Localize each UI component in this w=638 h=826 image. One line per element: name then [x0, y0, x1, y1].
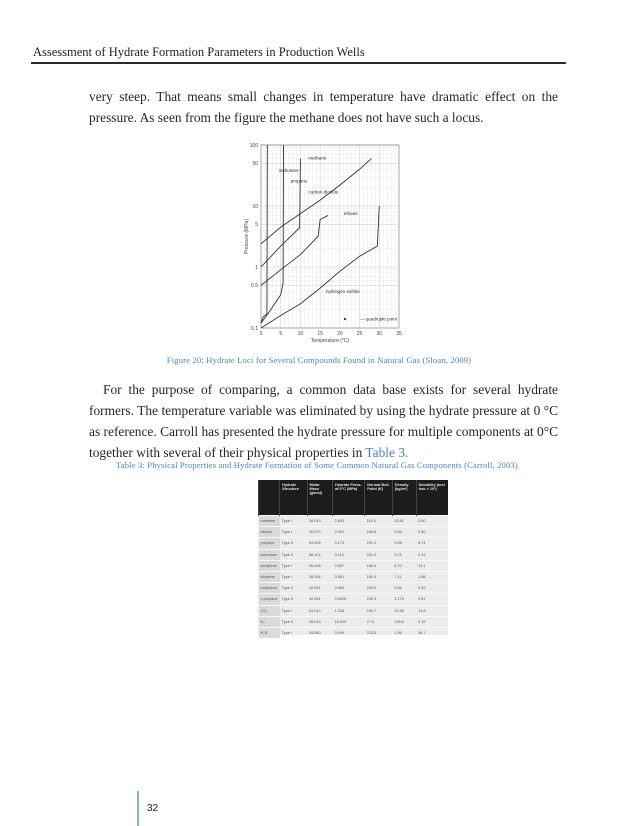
- table-row: [259, 538, 449, 549]
- table-cell: 58.124: [307, 549, 333, 560]
- table-cell: Type I: [280, 605, 307, 616]
- table-cell: ethylene: [259, 571, 280, 582]
- table-cell: 0.551: [333, 571, 365, 582]
- table-cell: 0.173: [333, 538, 365, 549]
- table-cell: 28.054: [307, 571, 333, 582]
- annotation-isobutane: isobutane: [278, 168, 299, 174]
- annotation-methane: methane: [308, 155, 327, 161]
- x-tick-label: 5: [279, 331, 283, 337]
- table-cell: Type II: [280, 538, 307, 549]
- properties-table: [258, 480, 448, 635]
- table-cell: 1.208: [333, 605, 365, 616]
- table-cell: Type I: [280, 560, 307, 571]
- table-row: [259, 571, 449, 582]
- table-row: [259, 605, 449, 616]
- table-cell: 28.013: [307, 616, 333, 627]
- table-row: [259, 627, 449, 638]
- table-cell: CO₂: [259, 605, 280, 616]
- table-cell: 0.19: [416, 616, 448, 627]
- table-header-cell: [259, 480, 280, 516]
- table-cell: 189.4: [365, 560, 393, 571]
- table-cell: Type II: [280, 616, 307, 627]
- footer-rule: [137, 791, 139, 826]
- table-row: [259, 527, 449, 538]
- table-cell: 77.4: [365, 616, 393, 627]
- table-cell: propylene: [259, 583, 280, 594]
- table-cell: 225.5: [365, 583, 393, 594]
- table-cell: 1.88: [416, 571, 448, 582]
- table-cell: acetylene: [259, 560, 280, 571]
- table-header-cell: Density (kg/m³): [392, 480, 416, 516]
- table-header-cell: Solubility (mol frac × 10³): [416, 480, 448, 516]
- table-cell: 42.081: [307, 583, 333, 594]
- table-cell: c-propane: [259, 594, 280, 605]
- table-cell: N₂: [259, 616, 280, 627]
- table-cell: Type II: [280, 549, 307, 560]
- annotation-hydrogen-sulfide: hydrogen sulfide: [326, 288, 360, 294]
- table-header-cell: Hydrate Structure: [280, 480, 307, 516]
- table-cell: 3.46: [392, 538, 416, 549]
- y-tick-label: 0.1: [251, 325, 258, 332]
- table-cell: Type II: [280, 583, 307, 594]
- x-tick-label: 10: [297, 331, 304, 337]
- table-cell: propane: [259, 538, 280, 549]
- table-cell: 25.56: [392, 605, 416, 616]
- quadruple-point-marker: [344, 318, 346, 320]
- table-cell: ethane: [259, 527, 280, 538]
- y-tick-label: 1: [255, 264, 258, 271]
- annotation-propane: propane: [290, 178, 308, 184]
- table-cell: 44.010: [307, 605, 333, 616]
- table-cell: 44.094: [307, 538, 333, 549]
- table-header-row: [259, 480, 449, 516]
- table-cell: 7.11: [392, 571, 416, 582]
- table-cell: 184.6: [365, 527, 393, 538]
- table-cell: 30.070: [307, 527, 333, 538]
- table-cell: methane: [259, 516, 280, 527]
- table-header-cell: Normal Boil. Point (K): [365, 480, 393, 516]
- table-row: [259, 516, 449, 527]
- y-tick-label: 50: [252, 161, 258, 168]
- y-tick-label: 100: [249, 142, 258, 149]
- table-cell: 0.80: [416, 527, 448, 538]
- table-cell: 26.038: [307, 560, 333, 571]
- table-row: [259, 560, 449, 571]
- table-cell: 0.460: [333, 583, 365, 594]
- table-cell: Type I: [280, 527, 307, 538]
- x-axis-label: Temperature (°C): [310, 338, 350, 344]
- table-cell: Type II: [280, 594, 307, 605]
- table-cell: 16.043: [307, 516, 333, 527]
- table-cell: 0.491: [333, 527, 365, 538]
- table-cell: 0.31: [416, 549, 448, 560]
- table-cell: 261.4: [365, 549, 393, 560]
- page-number: 32: [147, 803, 159, 814]
- annotation-ethane: ethane: [343, 211, 358, 217]
- y-tick-label: 5: [255, 222, 258, 229]
- y-tick-label: 0.5: [251, 283, 258, 290]
- y-tick-label: 10: [252, 203, 258, 210]
- table-cell: 231.1: [365, 538, 393, 549]
- table-cell: 16.220: [333, 616, 365, 627]
- y-axis-label: Pressure (MPa): [244, 218, 250, 255]
- table-cell: H₂S: [259, 627, 280, 638]
- table-cell: 213.5: [365, 627, 393, 638]
- table-cell: 195.6: [392, 616, 416, 627]
- table-cell: 34.080: [307, 627, 333, 638]
- table-cell: 169.3: [365, 571, 393, 582]
- table-cell: 0.0626: [333, 594, 365, 605]
- x-tick-label: 20: [337, 331, 343, 337]
- table-cell: Type I: [280, 571, 307, 582]
- table-row: [259, 549, 449, 560]
- hydrate-loci-chart: [233, 137, 405, 350]
- x-tick-label: 15: [317, 331, 323, 337]
- table-cell: 3.01: [392, 549, 416, 560]
- table-header-cell: Molar Mass (g/mol): [307, 480, 333, 516]
- paragraph-2: [89, 379, 558, 463]
- table-row: [259, 616, 449, 627]
- table-cell: 1.56: [392, 627, 416, 638]
- table-cell: 240.3: [365, 594, 393, 605]
- header-rule: [31, 62, 566, 64]
- table-row: [259, 583, 449, 594]
- paragraph-1: very steep. That means small changes in temperature have dramatic effect on the pressure. As seen from the figure the methane does not have such a locus.: [89, 89, 558, 125]
- table-cell: 6.70: [392, 560, 416, 571]
- x-tick-label: 30: [376, 331, 383, 337]
- table-cell: isobutane: [259, 549, 280, 560]
- table-cell: 15.82: [392, 516, 416, 527]
- table-cell: 0.099: [333, 627, 365, 638]
- annotation-quadruple-point: — quadruple point: [359, 316, 398, 322]
- table-caption: Table 3: Physical Properties and Hydrate Formation of Some Common Natural Gas Components (Carroll, 2003): [116, 460, 518, 470]
- table-header-cell: Hydrate Press. at 0°C (MPa): [333, 480, 365, 516]
- table-cell: Type I: [280, 516, 307, 527]
- table-cell: 2.603: [333, 516, 365, 527]
- table-cell: 5.85: [392, 527, 416, 538]
- table-row: [259, 594, 449, 605]
- table-cell: 0.113: [333, 549, 365, 560]
- table-cell: 0.40: [416, 516, 448, 527]
- table-cell: 2.81: [416, 594, 448, 605]
- x-tick-label: 0: [259, 331, 263, 337]
- table-cell: 36.7: [416, 627, 448, 638]
- table-cell: 13.8: [416, 605, 448, 616]
- table-cell: 42.081: [307, 594, 333, 605]
- table-cell: 5.86: [392, 583, 416, 594]
- table-cell: 14.1: [416, 560, 448, 571]
- table-3-link[interactable]: Table 3.: [365, 445, 409, 460]
- x-tick-label: 35: [396, 331, 402, 337]
- table-cell: 0.52: [416, 583, 448, 594]
- paragraph-2-text: For the purpose of comparing, a common data base exists for several hydrate formers. The temperature variable was eliminated by using the hydrate pressure at 0 °C as reference. Carroll has presented the hydrate pressure for multiple components at 0°C together with several of their physical properties in: [89, 382, 558, 460]
- figure-caption: Figure 20: Hydrate Loci for Several Compounds Found in Natural Gas (Sloan, 2009): [166, 355, 472, 365]
- x-tick-label: 25: [356, 331, 363, 337]
- table-cell: 194.7: [365, 605, 393, 616]
- annotation-carbon-dioxide: carbon dioxide: [308, 189, 339, 195]
- table-cell: 111.6: [365, 516, 393, 527]
- table-cell: Type I: [280, 627, 307, 638]
- table-cell: 0.74: [416, 538, 448, 549]
- table-cell: 0.557: [333, 560, 365, 571]
- running-header: Assessment of Hydrate Formation Parameters in Production Wells: [33, 45, 365, 59]
- table-cell: 1.175: [392, 594, 416, 605]
